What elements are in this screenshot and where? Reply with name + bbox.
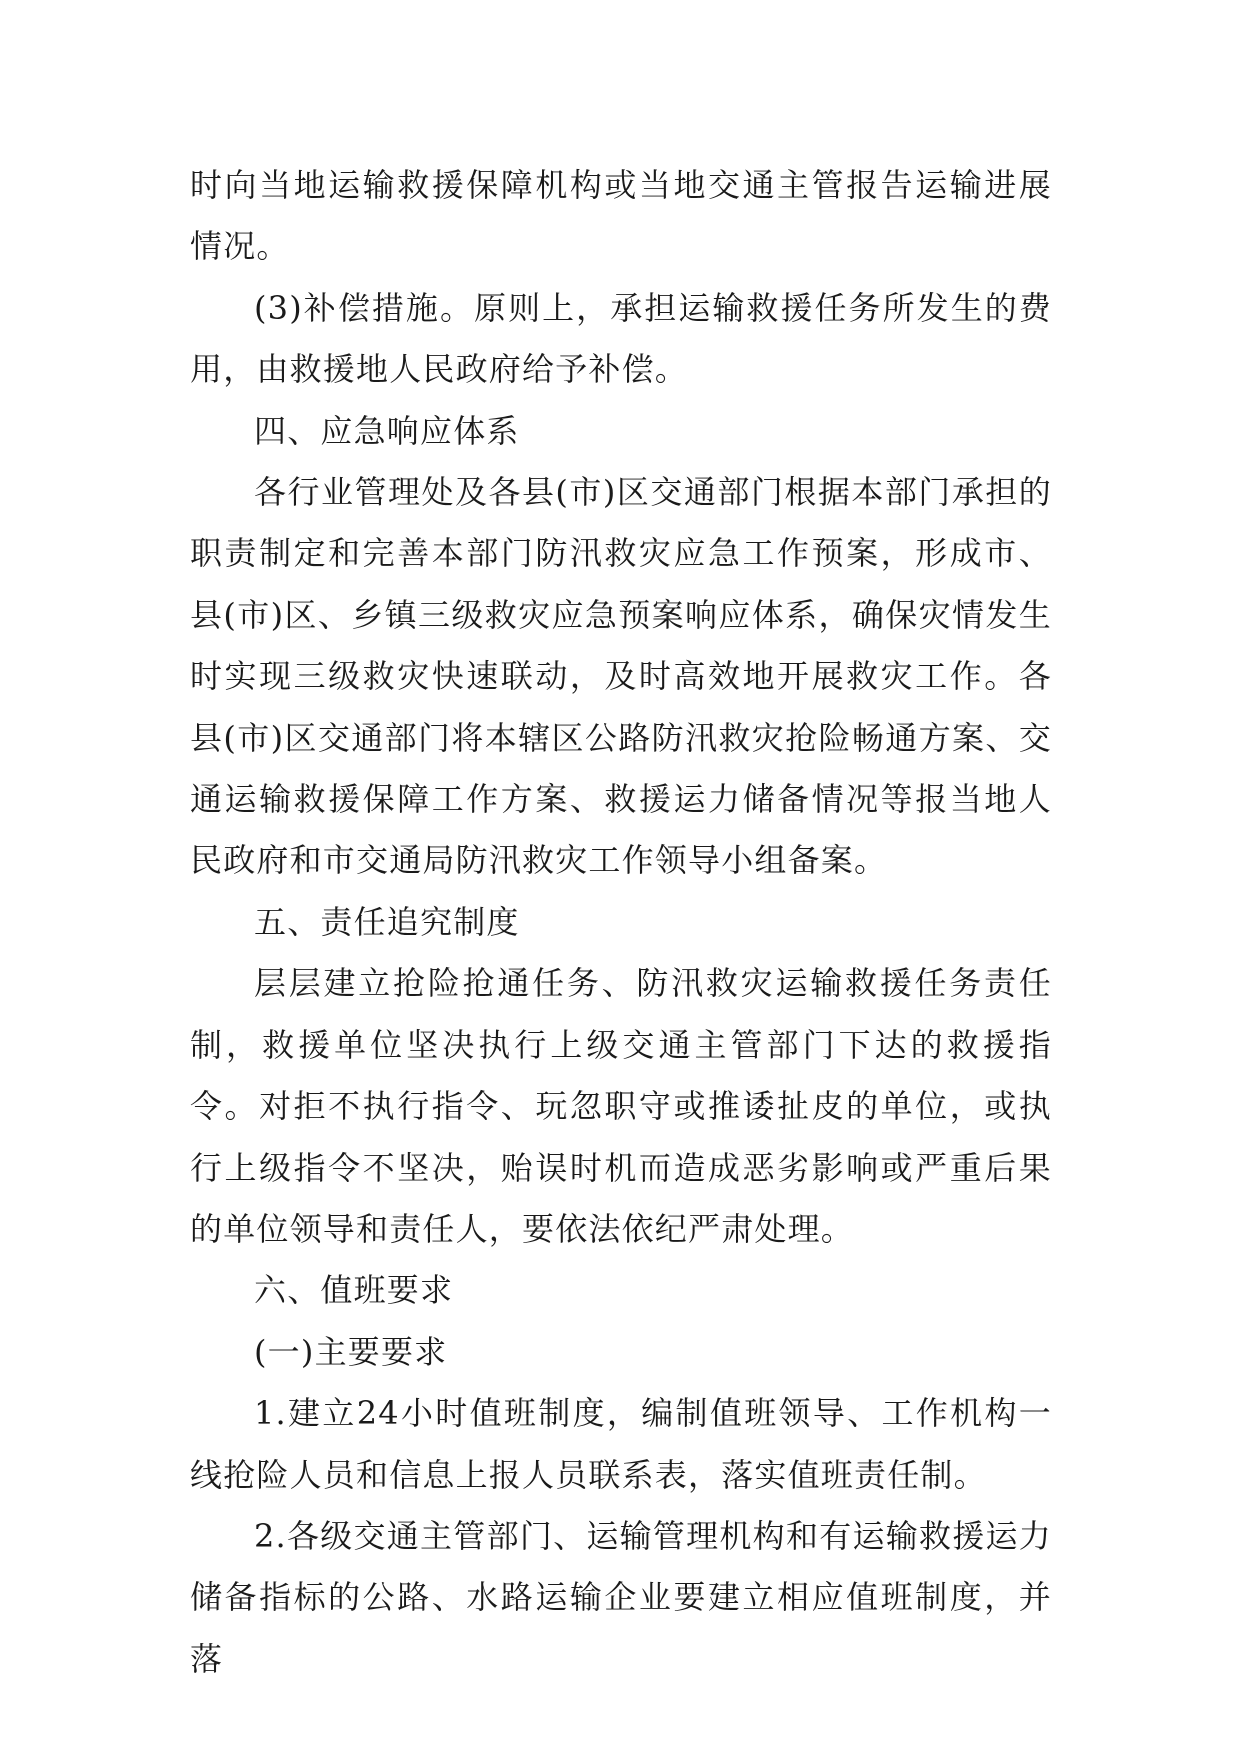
- paragraph-response-system: 各行业管理处及各县(市)区交通部门根据本部门承担的职责制定和完善本部门防汛救灾应急工作预案，形成市、县(市)区、乡镇三级救灾应急预案响应体系，确保灾情发生时实现三级救灾快速联动，及时高效地开展救灾工作。各县(市)区交通部门将本辖区公路防汛救灾抢险畅通方案、交通运输救援保障工作方案、救援运力储备情况等报当地人民政府和市交通局防汛救灾工作领导小组备案。: [190, 473, 1052, 880]
- heading-section-6: 六、值班要求: [254, 1271, 454, 1310]
- subheading-main-requirements: (一)主要要求: [254, 1332, 448, 1371]
- paragraph-compensation: (3)补偿措施。原则上，承担运输救援任务所发生的费用，由救援地人民政府给予补偿。: [190, 288, 1052, 389]
- paragraph-accountability: 层层建立抢险抢通任务、防汛救灾运输救援任务责任制，救援单位坚决执行上级交通主管部门下达的救援指令。对拒不执行指令、玩忽职守或推诿扯皮的单位，或执行上级指令不坚决，贻误时机而造成恶劣影响或严重后果的单位领导和责任人，要依法依纪严肃处理。: [190, 964, 1052, 1248]
- paragraph-item-2: 2.各级交通主管部门、运输管理机构和有运输救援运力储备指标的公路、水路运输企业要建立相应值班制度，并落: [190, 1516, 1052, 1678]
- paragraph-continuation: 时向当地运输救援保障机构或当地交通主管报告运输进展情况。: [190, 166, 1052, 266]
- document-body: [190, 155, 1052, 1690]
- heading-section-4: 四、应急响应体系: [254, 411, 520, 450]
- heading-section-5: 五、责任追究制度: [254, 902, 520, 941]
- paragraph-item-1: 1.建立24小时值班制度，编制值班领导、工作机构一线抢险人员和信息上报人员联系表，落实值班责任制。: [190, 1394, 1052, 1494]
